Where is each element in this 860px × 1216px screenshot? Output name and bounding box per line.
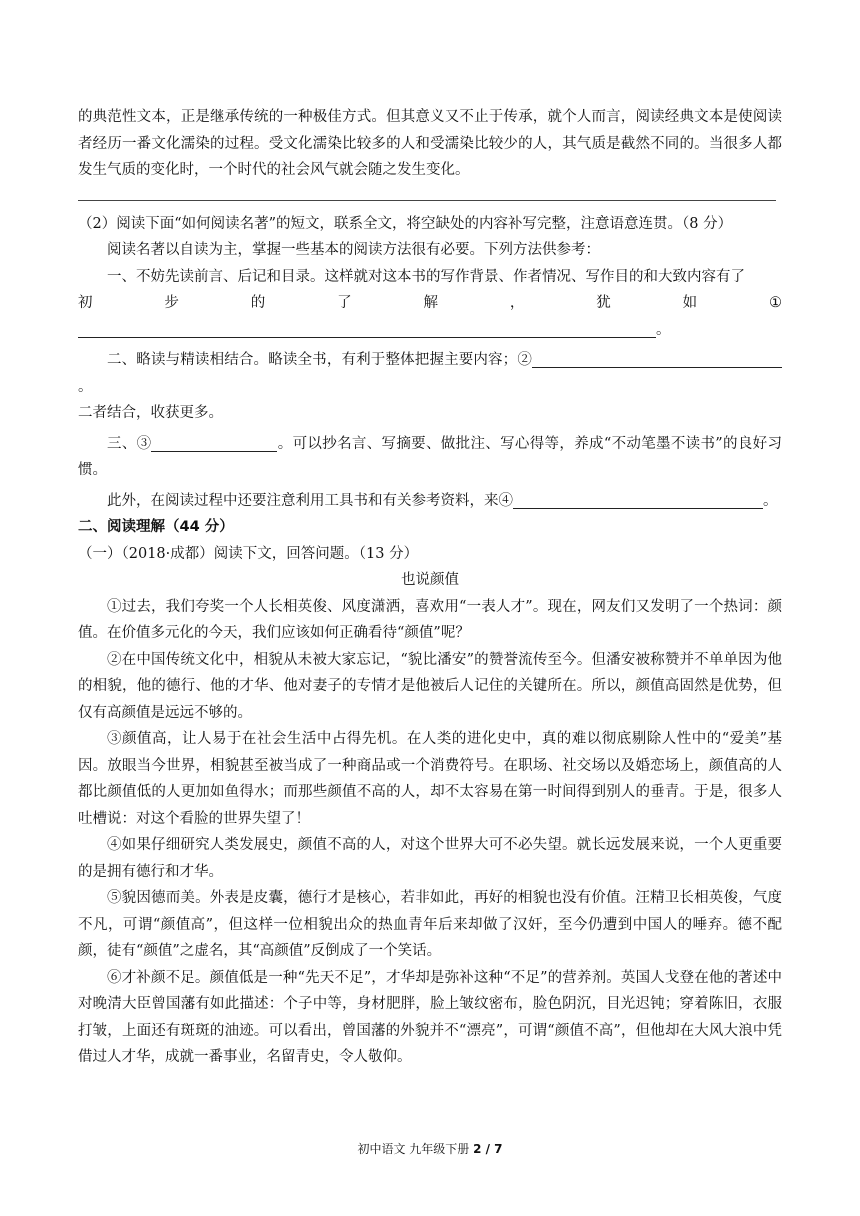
blank-1[interactable] <box>78 319 656 338</box>
method-2-text: 二、略读与精读相结合。略读全书，有利于整体把握主要内容；②。 <box>78 347 782 400</box>
method-4-text: 此外，在阅读过程中还要注意利用工具书和有关参考资料，来④ 。 <box>78 488 782 515</box>
reading-lead: 阅读名著以自读为主，掌握一些基本的阅读方法很有必要。下列方法供参考： <box>107 242 600 258</box>
blank-4[interactable] <box>513 490 763 509</box>
method-1-spread-line: 初 步 的 了 解 ， 犹 如 ① <box>78 295 782 311</box>
intro-paragraph: 的典范性文本，正是继承传统的一种极佳方式。但其意义又不止于传承，就个人而言，阅读经典文本是使阅读者经历一番文化濡染的过程。受文化濡染比较多的人和受濡染比较少的人，其气质是截然不同的。当很多人都发生气质的变化时，一个时代的社会风气就会随之发生变化。 <box>78 109 782 178</box>
article-paragraph-3: ③颜值高，让人易于在社会生活中占得先机。在人类的进化史中，真的难以彻底剔除人性中的“爱美”基因。放眼当今世界，相貌甚至被当成了一种商品或一个消费符号。在职场、社交场以及婚恋场上，颜值高的人都比颜值低的人更加如鱼得水；而那些颜值不高的人，却不太容易在第一时间得到别人的垂青。于是，很多人吐槽说：对这个看脸的世界失望了！ <box>78 731 782 827</box>
section-heading: 二、阅读理解（44 分） <box>78 519 234 535</box>
blank-2[interactable] <box>532 349 782 368</box>
separator-line <box>78 200 776 201</box>
footer-text: 初中语文 九年级下册 <box>357 1142 474 1156</box>
method-1-text: 一、不妨先读前言、后记和目录。这样就对这本书的写作背景、作者情况、写作目的和大致内容有了 <box>107 268 745 285</box>
subsection-heading: （一）（2018·成都）阅读下文，回答问题。（13 分） <box>78 545 419 562</box>
question-prompt: （2）阅读下面“如何阅读名著”的短文，联系全文，将空缺处的内容补写完整，注意语意连贯。（8 分） <box>78 215 733 232</box>
page-number: 2 / 7 <box>473 1142 503 1156</box>
page-footer <box>0 1141 860 1157</box>
method-2-tail: 二者结合，收获更多。 <box>78 405 223 421</box>
method-1-blank-line: 。 <box>78 317 782 344</box>
article-paragraph-6: ⑥才补颜不足。颜值低是一种“先天不足”，才华却是弥补这种“不足”的营养剂。英国人戈登在他的著述中对晚清大臣曾国藩有如此描述：个子中等，身材肥胖，脸上皱纹密布，脸色阴沉，目光迟钝；穿着陈旧，衣服打皱，上面还有斑斑的油迹。可以看出，曾国藩的外貌并不“漂亮”，可谓“颜值不高”，但他却在大风大浪中凭借过人才华，成就一番事业，名留青史，令人敬仰。 <box>78 969 782 1065</box>
document-page <box>78 104 782 1071</box>
article-paragraph-1: ①过去，我们夸奖一个人长相英俊、风度潇洒，喜欢用“一表人才”。现在，网友们又发明了一个热词：颜值。在价值多元化的今天，我们应该如何正确看待“颜值”呢？ <box>78 598 782 641</box>
blank-3[interactable] <box>151 433 277 452</box>
article-title: 也说颜值 <box>401 572 459 588</box>
article-paragraph-2: ②在中国传统文化中，相貌从未被大家忘记，“貌比潘安”的赞誉流传至今。但潘安被称赞并不单单因为他的相貌，他的德行、他的才华、他对妻子的专情才是他被后人记住的关键所在。所以，颜值高固然是优势，但仅有高颜值是远远不够的。 <box>78 651 782 721</box>
method-3-text: 三、③ 。可以抄名言、写摘要、做批注、写心得等，养成“不动笔墨不读书”的良好习惯。 <box>78 431 782 484</box>
article-paragraph-5: ⑤貌因德而美。外表是皮囊，德行才是核心，若非如此，再好的相貌也没有价值。汪精卫长相英俊，气度不凡，可谓“颜值高”，但这样一位相貌出众的热血青年后来却做了汉奸，至今仍遭到中国人的唾弃。德不配颜，徒有“颜值”之虚名，其“高颜值”反倒成了一个笑话。 <box>78 890 782 959</box>
article-paragraph-4: ④如果仔细研究人类发展史，颜值不高的人，对这个世界大可不必失望。就长远发展来说，一个人更重要的是拥有德行和才华。 <box>78 837 782 880</box>
